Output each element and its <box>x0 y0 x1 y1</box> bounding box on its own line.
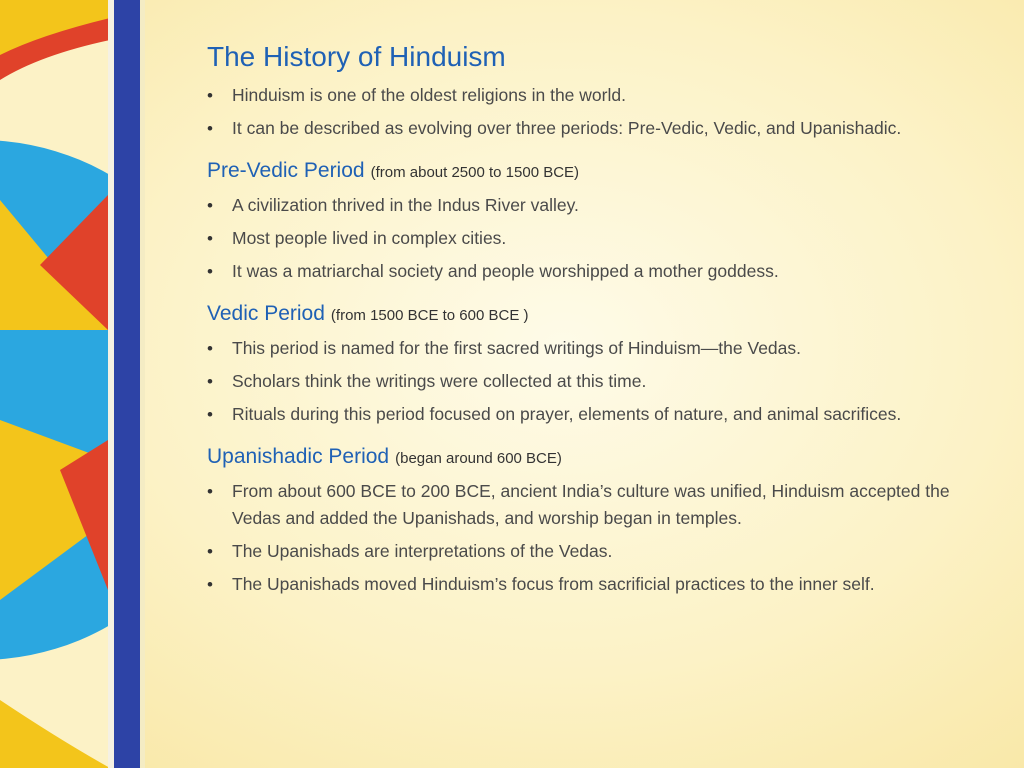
list-item-text: From about 600 BCE to 200 BCE, ancient India’s culture was unified, Hinduism accepted the Vedas and added the Upanishads, and worship began in temples. <box>232 481 950 528</box>
section-range: (began around 600 BCE) <box>395 450 562 467</box>
bullet: • <box>207 196 213 215</box>
list-item-text: It was a matriarchal society and people worshipped a mother goddess. <box>232 261 779 281</box>
list-item <box>207 538 997 565</box>
section-range: (from about 2500 to 1500 BCE) <box>370 164 580 181</box>
decor-blue-bar <box>114 0 140 768</box>
slide-content <box>207 38 997 604</box>
bullet: • <box>207 339 213 358</box>
bullet: • <box>207 542 213 561</box>
bullet: • <box>207 405 213 424</box>
vedic-list <box>207 335 997 428</box>
list-item-text: The Upanishads are interpretations of the Vedas. <box>232 541 613 561</box>
section-heading-upanishadic <box>207 442 997 474</box>
list-item <box>207 115 997 142</box>
list-item-text: The Upanishads moved Hinduism’s focus from sacrificial practices to the inner self. <box>232 574 875 594</box>
intro-list <box>207 82 997 142</box>
list-item-text: A civilization thrived in the Indus River valley. <box>232 195 579 215</box>
list-item-text: It can be described as evolving over three periods: Pre-Vedic, Vedic, and Upanishadic. <box>232 118 902 138</box>
list-item-text: Scholars think the writings were collected at this time. <box>232 371 647 391</box>
pre-vedic-list <box>207 192 997 285</box>
list-item <box>207 192 997 219</box>
bullet: • <box>207 262 213 281</box>
list-item-text: Hinduism is one of the oldest religions in the world. <box>232 85 626 105</box>
list-item-text: Rituals during this period focused on prayer, elements of nature, and animal sacrifices. <box>232 404 902 424</box>
section-name: Upanishadic Period <box>207 445 390 468</box>
bullet: • <box>207 86 213 105</box>
section-name: Pre-Vedic Period <box>207 159 365 182</box>
upanishadic-list <box>207 478 997 598</box>
list-item <box>207 478 997 532</box>
bullet: • <box>207 482 213 501</box>
section-name: Vedic Period <box>207 302 325 325</box>
list-item <box>207 258 997 285</box>
slide-title: The History of Hinduism <box>207 41 506 72</box>
bullet: • <box>207 119 213 138</box>
list-item <box>207 225 997 252</box>
list-item <box>207 82 997 109</box>
section-range: (from 1500 BCE to 600 BCE ) <box>330 307 529 324</box>
bullet: • <box>207 575 213 594</box>
section-heading-vedic <box>207 299 997 331</box>
list-item <box>207 571 997 598</box>
list-item <box>207 335 997 362</box>
list-item <box>207 368 997 395</box>
bullet: • <box>207 372 213 391</box>
list-item-text: This period is named for the first sacred writings of Hinduism—the Vedas. <box>232 338 801 358</box>
list-item-text: Most people lived in complex cities. <box>232 228 507 248</box>
bullet: • <box>207 229 213 248</box>
section-heading-pre-vedic <box>207 156 997 188</box>
list-item <box>207 401 997 428</box>
decorative-side-banner <box>0 0 145 768</box>
